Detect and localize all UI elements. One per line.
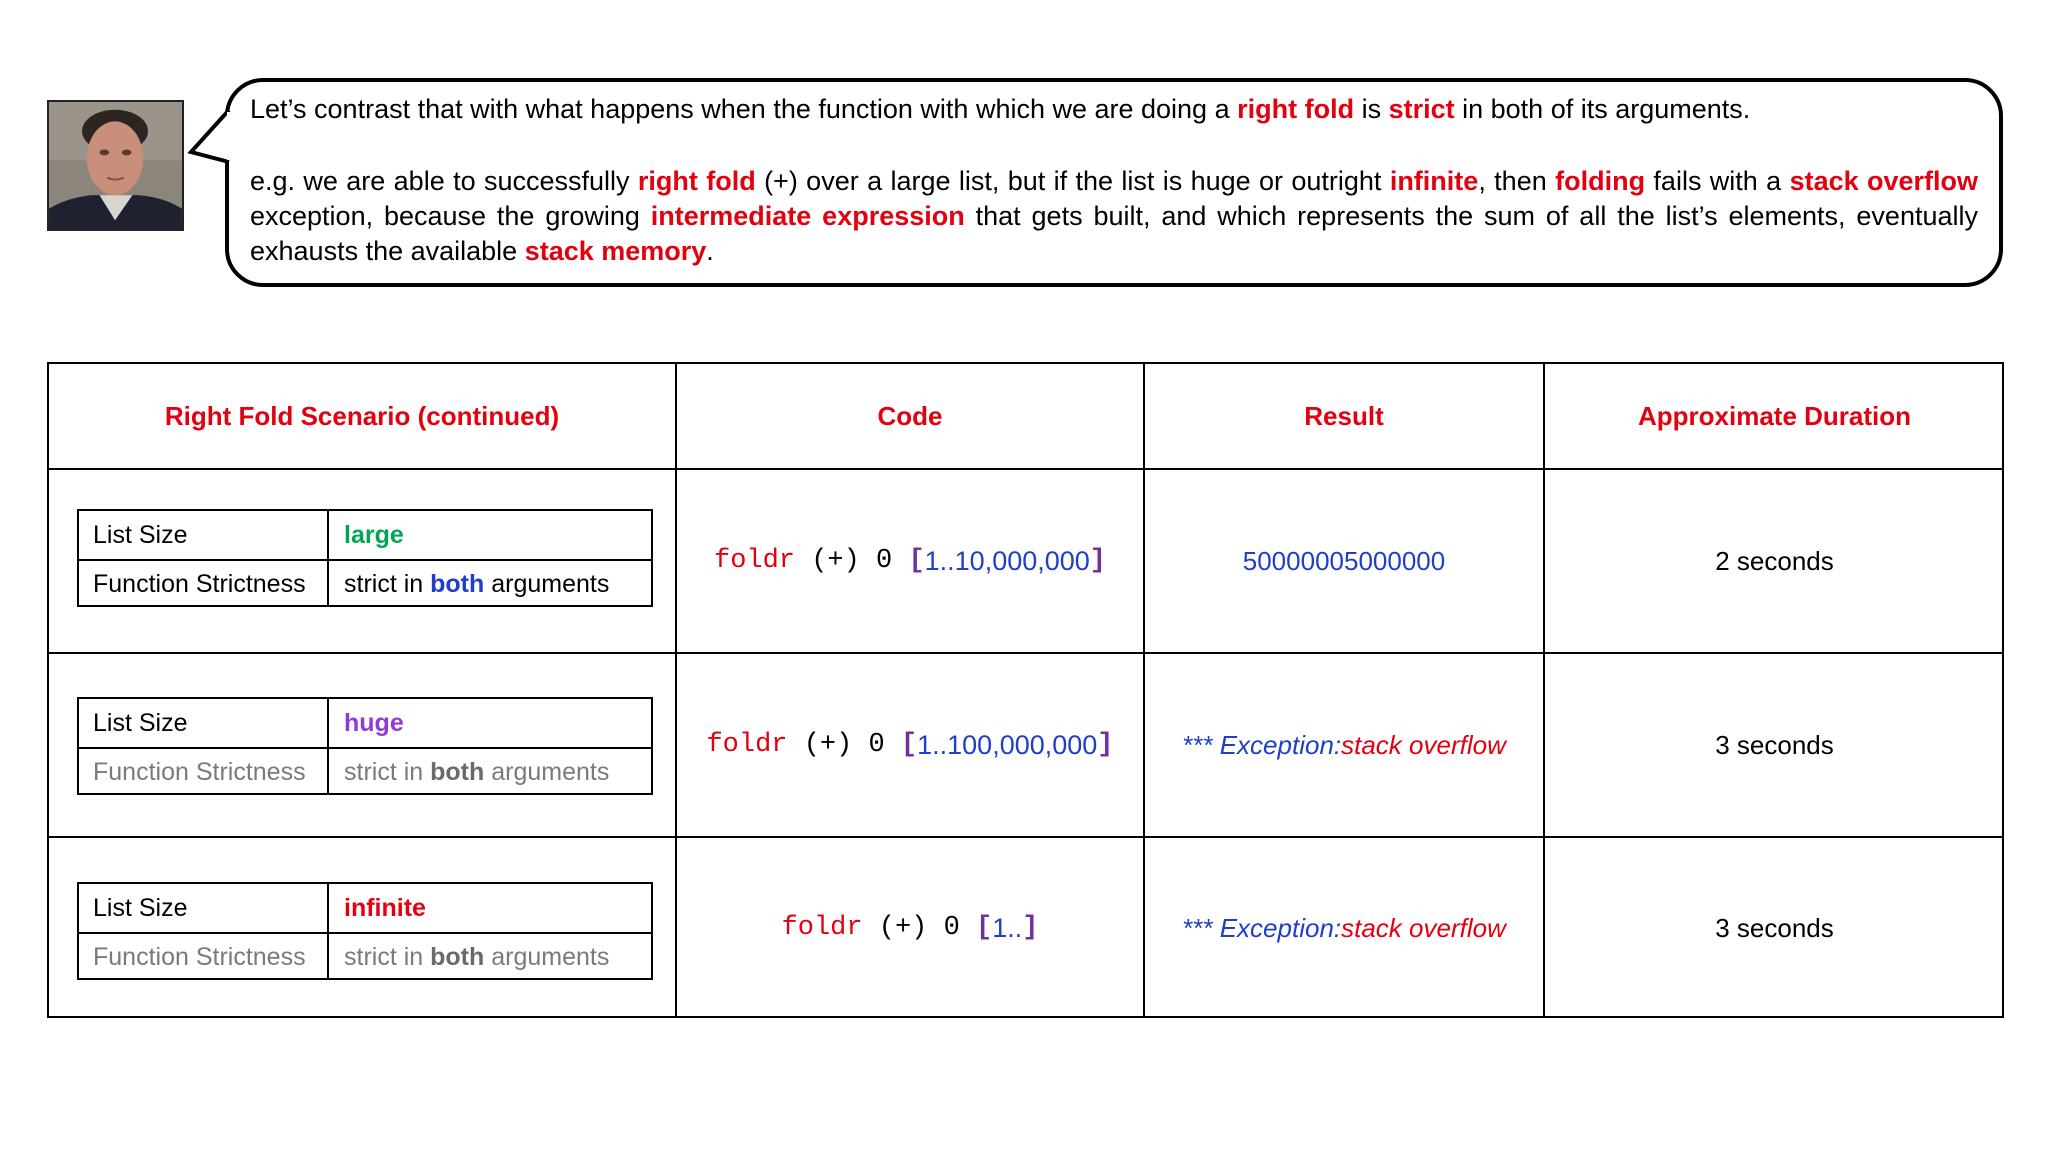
header-scenario: Right Fold Scenario (continued) — [164, 400, 560, 431]
portrait-image — [49, 102, 182, 229]
code-cell: foldr (+) 0 [ 1.. ] — [781, 912, 1039, 943]
code-cell: foldr (+) 0 [ 1..10,000,000 ] — [714, 545, 1106, 576]
scenario-row-list-size: List Size large — [93, 520, 404, 549]
duration-cell: 3 seconds — [1715, 912, 1834, 943]
scenario-table-infinite — [77, 882, 653, 980]
header-code: Code — [877, 400, 943, 431]
author-avatar — [47, 100, 184, 231]
bubble-text — [250, 92, 1978, 269]
scenario-row-strictness: Function Strictness strict in both arguments — [79, 747, 651, 795]
scenario-table-large — [77, 509, 653, 607]
header-result: Result — [1304, 400, 1384, 431]
header-duration: Approximate Duration — [1637, 400, 1912, 431]
result-cell: *** Exception: stack overflow — [1182, 729, 1506, 760]
code-cell: foldr (+) 0 [ 1..100,000,000 ] — [706, 729, 1114, 760]
right-fold-table — [47, 362, 2004, 1018]
scenario-row-list-size: List Size huge — [93, 708, 404, 737]
speech-bubble-tail — [185, 100, 245, 170]
scenario-row-list-size: List Size infinite — [93, 893, 426, 922]
scenario-table-huge — [77, 697, 653, 795]
bubble-paragraph-1: Let’s contrast that with what happens when the function with which we are doing a right fold is strict in both of its arguments. — [250, 94, 1751, 124]
result-cell: *** Exception: stack overflow — [1182, 912, 1506, 943]
scenario-row-strictness: Function Strictness strict in both arguments — [79, 932, 651, 980]
bubble-paragraph-2: e.g. we are able to successfully right fold (+) over a large list, but if the list is huge or outright infinite, then folding fails with a stack overflow exception, because the growing intermediate expression that gets built, and which represents the sum of all the list’s elements, eventually exhausts the available stack memory. — [250, 166, 1979, 266]
duration-cell: 2 seconds — [1715, 545, 1834, 576]
duration-cell: 3 seconds — [1715, 729, 1834, 760]
result-cell: 50000005000000 — [1242, 545, 1446, 576]
scenario-row-strictness: Function Strictness strict in both arguments — [79, 559, 651, 607]
